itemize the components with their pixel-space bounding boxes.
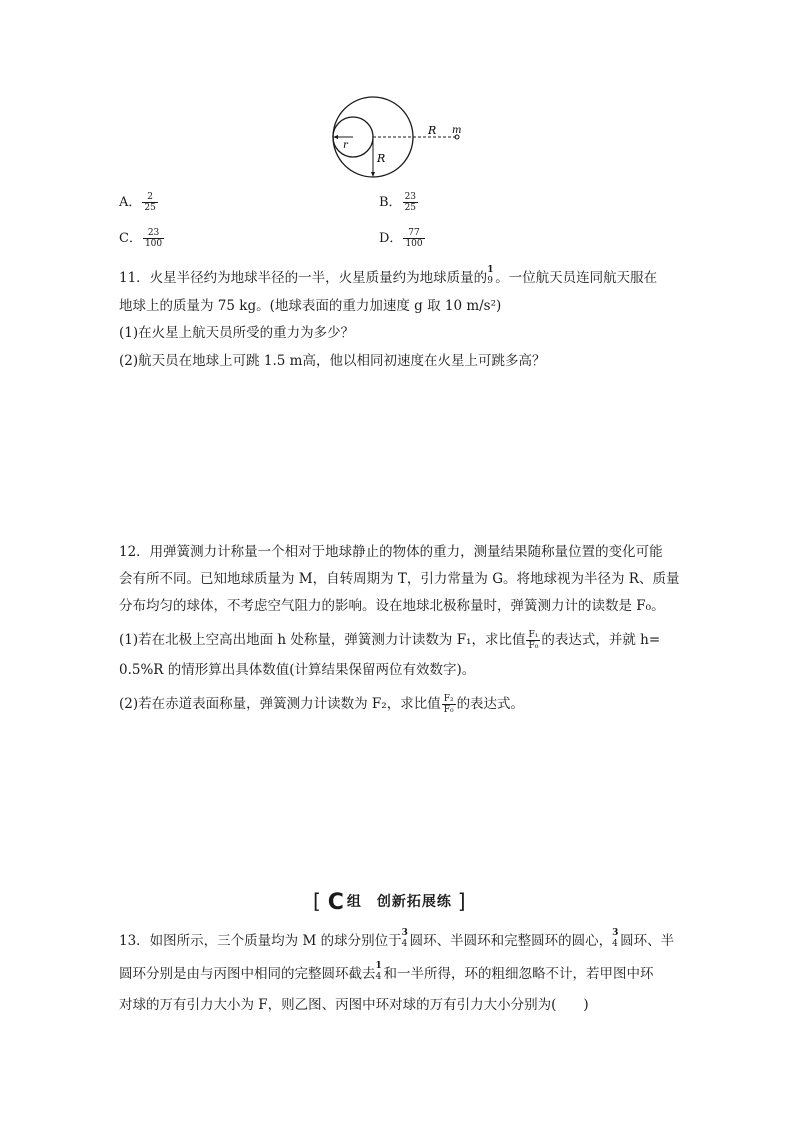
option-c[interactable] xyxy=(119,228,165,249)
section-title: 组 创新拓展练 xyxy=(346,894,452,910)
section-c-heading xyxy=(313,889,467,915)
q11-sub2: (2)航天员在地球上可跳 1.5 m高，他以相同初速度在火星上可跳多高？ xyxy=(119,353,546,369)
q13-line2: 圆环分别是由与丙图中相同的完整圆环截去 1 4 和一半所得，环的粗细忽略不计，若甲图中环 xyxy=(119,961,654,982)
fraction-f1-f0: $\frac{\text{F₁}}{\text{F₀}}$ xyxy=(528,630,539,651)
q11-line1: 11．火星半径约为地球半径的一半，火星质量约为地球质量的 1 9 。一位航天员连同航天服在 xyxy=(119,265,658,286)
q13-line3: 对球的万有引力大小为 F，则乙图、丙图中环对球的万有引力大小分别为( ) xyxy=(119,997,589,1013)
q12-sub1-line1: (1)若在北极上空高出地面 h 处称量，弹簧测力计读数为 F₁，求比值 $\frac{\text{F₁}}{\text{F₀}}$ 的表达式，并就 h= xyxy=(119,630,661,651)
radius-R-arrowhead xyxy=(371,172,375,177)
bracket-close: ] xyxy=(457,889,467,913)
label-m: m xyxy=(452,125,462,136)
option-letter: B． xyxy=(379,195,402,210)
option-fraction: $\frac{77}{100}$ xyxy=(405,228,423,249)
q12-line3: 分布均匀的球体，不考虑空气阻力的影响。设在地球北极称量时，弹簧测力计的读数是 F₀。 xyxy=(119,598,665,614)
q11-sub1: (1)在火星上航天员所受的重力为多少？ xyxy=(119,325,355,341)
fraction-one-quarter: 1 4 xyxy=(375,961,382,982)
q12-sub1-line2: 0.5%R 的情形算出具体数值(计算结果保留两位有效数字)。 xyxy=(119,662,476,678)
q12-line1: 12．用弹簧测力计称量一个相对于地球静止的物体的重力，测量结果随称量位置的变化可能 xyxy=(119,544,663,560)
q12-sub2: (2)若在赤道表面称量，弹簧测力计读数为 F₂，求比值 $\frac{\text{F₂}}{\text{F₀}}$ 的表达式。 xyxy=(119,694,525,715)
option-letter: C． xyxy=(119,231,142,246)
label-r: r xyxy=(343,140,348,151)
option-fraction: $\frac{23}{25}$ xyxy=(404,192,417,213)
option-b[interactable] xyxy=(379,192,419,213)
label-R-vertical: R xyxy=(377,152,386,165)
radius-r-arrowhead xyxy=(333,135,338,139)
group-letter: C xyxy=(327,890,345,915)
fraction-three-quarters: 3 4 xyxy=(401,928,408,949)
q12-line2: 会有所不同。已知地球质量为 M，自转周期为 T，引力常量为 G。将地球视为半径为 R、质量 xyxy=(119,571,680,587)
option-a[interactable] xyxy=(119,192,159,213)
option-d[interactable] xyxy=(379,228,426,249)
option-letter: A． xyxy=(119,195,142,210)
label-R-horizontal: R xyxy=(428,124,437,137)
option-fraction: $\frac{23}{100}$ xyxy=(144,228,163,249)
q11-line2: 地球上的质量为 75 kg。(地球表面的重力加速度 g 取 10 m/s²) xyxy=(119,298,502,314)
fraction-one-ninth: 1 9 xyxy=(487,265,494,286)
q13-line1: 13．如图所示，三个质量均为 M 的球分别位于 3 4 圆环、半圆环和完整圆环的圆心， 3 4 圆环、半 xyxy=(119,928,675,949)
fraction-three-quarters: 3 4 xyxy=(612,928,619,949)
bracket-open: [ xyxy=(313,889,322,913)
gravity-figure xyxy=(320,92,470,184)
option-letter: D． xyxy=(379,231,403,246)
option-fraction: $\frac{2}{25}$ xyxy=(144,192,156,213)
fraction-f2-f0: $\frac{\text{F₂}}{\text{F₀}}$ xyxy=(443,694,454,715)
